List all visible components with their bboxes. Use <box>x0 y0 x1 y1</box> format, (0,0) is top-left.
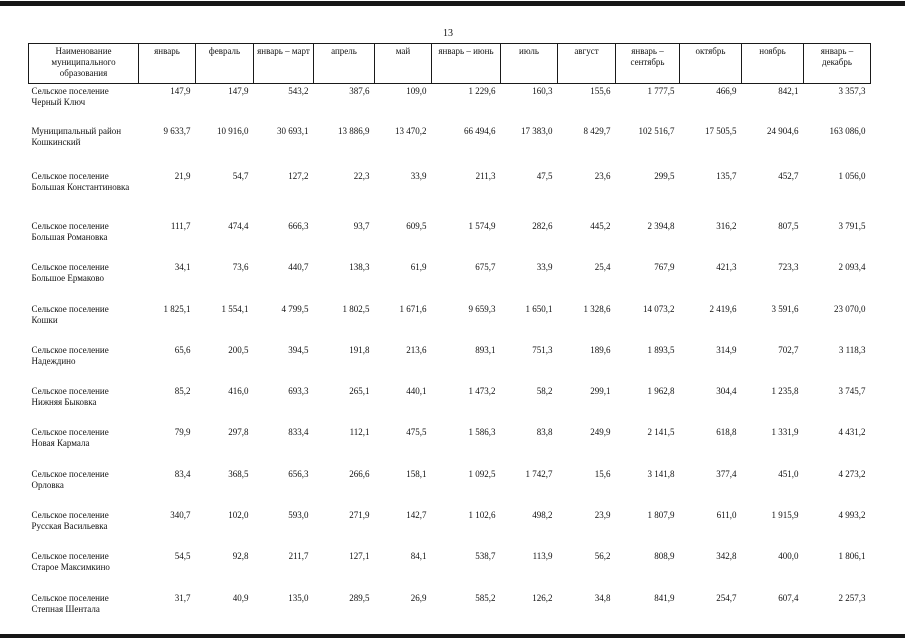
value-cell: 466,9 <box>680 84 742 125</box>
value-cell: 54,7 <box>232 171 249 181</box>
table-row <box>29 508 871 549</box>
column-header: октябрь <box>680 44 742 84</box>
value-cell: 211,7 <box>288 551 309 562</box>
value-cell: 1 825,1 <box>163 303 191 314</box>
municipality-name: Сельское поселение Черный Ключ <box>29 84 139 125</box>
value-cell: 73,6 <box>232 262 249 273</box>
value-cell: 22,3 <box>353 171 370 181</box>
value-cell: 61,9 <box>410 262 427 273</box>
value-cell: 3 745,7 <box>838 386 866 397</box>
value-cell: 213,6 <box>406 344 427 355</box>
value-cell: 34,8 <box>594 592 611 603</box>
value-cell: 400,0 <box>778 551 799 562</box>
value-cell: 34,1 <box>174 262 191 273</box>
value-cell: 54,5 <box>174 551 191 562</box>
value-cell: 416,0 <box>228 386 249 397</box>
value-cell: 265,1 <box>349 386 370 397</box>
value-cell: 4 993,2 <box>838 510 866 521</box>
value-cell: 3 357,3 <box>804 84 871 125</box>
value-cell: 83,8 <box>536 427 553 438</box>
value-cell: 21,9 <box>174 171 191 181</box>
value-cell: 30 693,1 <box>277 126 309 136</box>
value-cell: 543,2 <box>254 84 314 125</box>
column-header: август <box>558 44 616 84</box>
value-cell: 618,8 <box>716 427 737 438</box>
value-cell: 4 431,2 <box>838 427 866 438</box>
table-row <box>29 302 871 343</box>
value-cell: 1 742,7 <box>525 468 553 479</box>
value-cell: 147,9 <box>139 84 196 125</box>
value-cell: 593,0 <box>288 510 309 521</box>
value-cell: 111,7 <box>170 221 191 231</box>
column-header: февраль <box>196 44 254 84</box>
value-cell: 138,3 <box>349 262 370 273</box>
municipality-name: Сельское поселение Кошки <box>31 303 109 325</box>
page-number: 13 <box>443 28 453 39</box>
municipality-name: Сельское поселение Степная Шентала <box>31 592 109 614</box>
value-cell: 56,2 <box>594 551 611 562</box>
value-cell: 702,7 <box>778 344 799 355</box>
column-header: ноябрь <box>742 44 804 84</box>
table-row <box>29 84 871 125</box>
value-cell: 1 056,0 <box>838 171 866 181</box>
value-cell: 377,4 <box>716 468 737 479</box>
value-cell: 297,8 <box>228 427 249 438</box>
value-cell: 314,9 <box>716 344 737 355</box>
table-row <box>29 384 871 425</box>
value-cell: 3 118,3 <box>838 344 866 355</box>
value-cell: 1 807,9 <box>647 510 675 521</box>
value-cell: 26,9 <box>410 592 427 603</box>
value-cell: 1 574,9 <box>468 221 496 231</box>
value-cell: 191,8 <box>349 344 370 355</box>
value-cell: 316,2 <box>716 221 737 231</box>
value-cell: 2 419,6 <box>709 303 737 314</box>
value-cell: 1 473,2 <box>468 386 496 397</box>
column-header: январь – декабрь <box>804 44 871 84</box>
value-cell: 127,2 <box>288 171 309 181</box>
value-cell: 17 505,5 <box>705 126 737 136</box>
table-header <box>29 44 871 84</box>
value-cell: 440,1 <box>406 386 427 397</box>
value-cell: 3 141,8 <box>647 468 675 479</box>
municipality-name: Сельское поселение Орловка <box>31 468 109 490</box>
bottom-border-rule <box>0 634 905 638</box>
value-cell: 15,6 <box>594 468 611 479</box>
value-cell: 842,1 <box>742 84 804 125</box>
value-cell: 611,0 <box>716 510 737 521</box>
value-cell: 723,3 <box>778 262 799 273</box>
table-row <box>29 591 871 632</box>
table-row <box>29 219 871 260</box>
value-cell: 65,6 <box>174 344 191 355</box>
value-cell: 79,9 <box>174 427 191 438</box>
value-cell: 31,7 <box>174 592 191 603</box>
municipality-name: Сельское поселение Большое Ермаково <box>31 262 109 284</box>
header-row <box>29 44 871 84</box>
value-cell: 394,5 <box>288 344 309 355</box>
table-body <box>29 84 871 632</box>
value-cell: 2 394,8 <box>647 221 675 231</box>
value-cell: 14 073,2 <box>643 303 675 314</box>
value-cell: 421,3 <box>716 262 737 273</box>
value-cell: 833,4 <box>288 427 309 438</box>
value-cell: 109,0 <box>375 84 432 125</box>
municipality-name: Сельское поселение Новая Кармала <box>31 427 109 449</box>
column-header: май <box>375 44 432 84</box>
value-cell: 10 916,0 <box>217 126 249 136</box>
value-cell: 8 429,7 <box>583 126 611 136</box>
value-cell: 147,9 <box>196 84 254 125</box>
municipality-name: Сельское поселение Старое Максимкино <box>31 551 110 573</box>
value-cell: 342,8 <box>716 551 737 562</box>
value-cell: 66 494,6 <box>464 126 496 136</box>
value-cell: 254,7 <box>716 592 737 603</box>
table-row <box>29 549 871 590</box>
value-cell: 1 893,5 <box>647 344 675 355</box>
value-cell: 440,7 <box>288 262 309 273</box>
value-cell: 1 092,5 <box>468 468 496 479</box>
value-cell: 282,6 <box>532 221 553 231</box>
value-cell: 498,2 <box>532 510 553 521</box>
value-cell: 23,9 <box>594 510 611 521</box>
value-cell: 13 470,2 <box>395 126 427 136</box>
value-cell: 33,9 <box>536 262 553 273</box>
value-cell: 47,5 <box>536 171 553 181</box>
table-row <box>29 124 871 169</box>
value-cell: 299,1 <box>590 386 611 397</box>
value-cell: 1 102,6 <box>468 510 496 521</box>
value-cell: 538,7 <box>475 551 496 562</box>
value-cell: 126,2 <box>532 592 553 603</box>
value-cell: 474,4 <box>228 221 249 231</box>
value-cell: 102 516,7 <box>638 126 675 136</box>
value-cell: 585,2 <box>475 592 496 603</box>
value-cell: 4 273,2 <box>838 468 866 479</box>
value-cell: 4 799,5 <box>281 303 309 314</box>
value-cell: 3 591,6 <box>771 303 799 314</box>
value-cell: 2 257,3 <box>838 592 866 603</box>
value-cell: 475,5 <box>406 427 427 438</box>
value-cell: 368,5 <box>228 468 249 479</box>
table-row <box>29 467 871 508</box>
value-cell: 23,6 <box>594 171 611 181</box>
column-header-name: Наименование муниципального образования <box>29 44 139 84</box>
table-row <box>29 260 871 301</box>
value-cell: 271,9 <box>349 510 370 521</box>
column-header: январь – март <box>254 44 314 84</box>
table-row <box>29 343 871 384</box>
table-row <box>29 169 871 219</box>
value-cell: 83,4 <box>174 468 191 479</box>
value-cell: 609,5 <box>406 221 427 231</box>
value-cell: 304,4 <box>716 386 737 397</box>
value-cell: 200,5 <box>228 344 249 355</box>
value-cell: 3 791,5 <box>838 221 866 231</box>
value-cell: 607,4 <box>778 592 799 603</box>
value-cell: 93,7 <box>353 221 370 231</box>
value-cell: 1 331,9 <box>771 427 799 438</box>
value-cell: 112,1 <box>349 427 370 438</box>
value-cell: 893,1 <box>475 344 496 355</box>
value-cell: 9 633,7 <box>163 126 191 136</box>
value-cell: 211,3 <box>475 171 496 181</box>
value-cell: 155,6 <box>558 84 616 125</box>
value-cell: 1 671,6 <box>399 303 427 314</box>
value-cell: 452,7 <box>778 171 799 181</box>
value-cell: 841,9 <box>654 592 675 603</box>
municipality-name: Сельское поселение Нижняя Быковка <box>31 386 109 408</box>
value-cell: 158,1 <box>406 468 427 479</box>
value-cell: 17 383,0 <box>521 126 553 136</box>
value-cell: 163 086,0 <box>829 126 866 136</box>
value-cell: 9 659,3 <box>468 303 496 314</box>
value-cell: 2 141,5 <box>647 427 675 438</box>
value-cell: 675,7 <box>475 262 496 273</box>
value-cell: 1 777,5 <box>616 84 680 125</box>
value-cell: 160,3 <box>501 84 558 125</box>
column-header: январь <box>139 44 196 84</box>
column-header: январь – сентябрь <box>616 44 680 84</box>
municipality-name: Сельское поселение Надеждино <box>31 344 109 366</box>
value-cell: 751,3 <box>532 344 553 355</box>
value-cell: 84,1 <box>410 551 427 562</box>
value-cell: 1 235,8 <box>771 386 799 397</box>
table-row <box>29 425 871 466</box>
value-cell: 249,9 <box>590 427 611 438</box>
value-cell: 85,2 <box>174 386 191 397</box>
value-cell: 387,6 <box>314 84 375 125</box>
value-cell: 127,1 <box>349 551 370 562</box>
value-cell: 1 915,9 <box>771 510 799 521</box>
value-cell: 2 093,4 <box>838 262 866 273</box>
value-cell: 289,5 <box>349 592 370 603</box>
value-cell: 135,0 <box>288 592 309 603</box>
value-cell: 142,7 <box>406 510 427 521</box>
value-cell: 13 886,9 <box>338 126 370 136</box>
value-cell: 135,7 <box>716 171 737 181</box>
value-cell: 25,4 <box>594 262 611 273</box>
value-cell: 1 328,6 <box>583 303 611 314</box>
column-header: январь – июнь <box>432 44 501 84</box>
value-cell: 1 806,1 <box>838 551 866 562</box>
value-cell: 693,3 <box>288 386 309 397</box>
value-cell: 451,0 <box>778 468 799 479</box>
value-cell: 340,7 <box>170 510 191 521</box>
top-border-rule <box>0 1 905 6</box>
value-cell: 23 070,0 <box>834 303 866 314</box>
value-cell: 266,6 <box>349 468 370 479</box>
column-header: июль <box>501 44 558 84</box>
value-cell: 1 650,1 <box>525 303 553 314</box>
municipality-name: Сельское поселение Большая Романовка <box>31 221 109 242</box>
value-cell: 1 586,3 <box>468 427 496 438</box>
municipality-name: Муниципальный район Кошкинский <box>31 126 122 147</box>
value-cell: 40,9 <box>232 592 249 603</box>
value-cell: 1 962,8 <box>647 386 675 397</box>
value-cell: 102,0 <box>228 510 249 521</box>
value-cell: 113,9 <box>532 551 553 562</box>
value-cell: 666,3 <box>288 221 309 231</box>
value-cell: 1 229,6 <box>432 84 501 125</box>
municipality-name: Сельское поселение Русская Васильевка <box>31 510 109 532</box>
value-cell: 1 554,1 <box>221 303 249 314</box>
value-cell: 299,5 <box>654 171 675 181</box>
value-cell: 92,8 <box>232 551 249 562</box>
budget-table <box>28 43 871 632</box>
value-cell: 33,9 <box>410 171 427 181</box>
value-cell: 1 802,5 <box>342 303 370 314</box>
value-cell: 767,9 <box>654 262 675 273</box>
value-cell: 189,6 <box>590 344 611 355</box>
value-cell: 808,9 <box>654 551 675 562</box>
value-cell: 58,2 <box>536 386 553 397</box>
municipality-name: Сельское поселение Большая Константиновка <box>31 171 130 192</box>
value-cell: 445,2 <box>590 221 611 231</box>
value-cell: 807,5 <box>778 221 799 231</box>
column-header: апрель <box>314 44 375 84</box>
value-cell: 656,3 <box>288 468 309 479</box>
value-cell: 24 904,6 <box>767 126 799 136</box>
